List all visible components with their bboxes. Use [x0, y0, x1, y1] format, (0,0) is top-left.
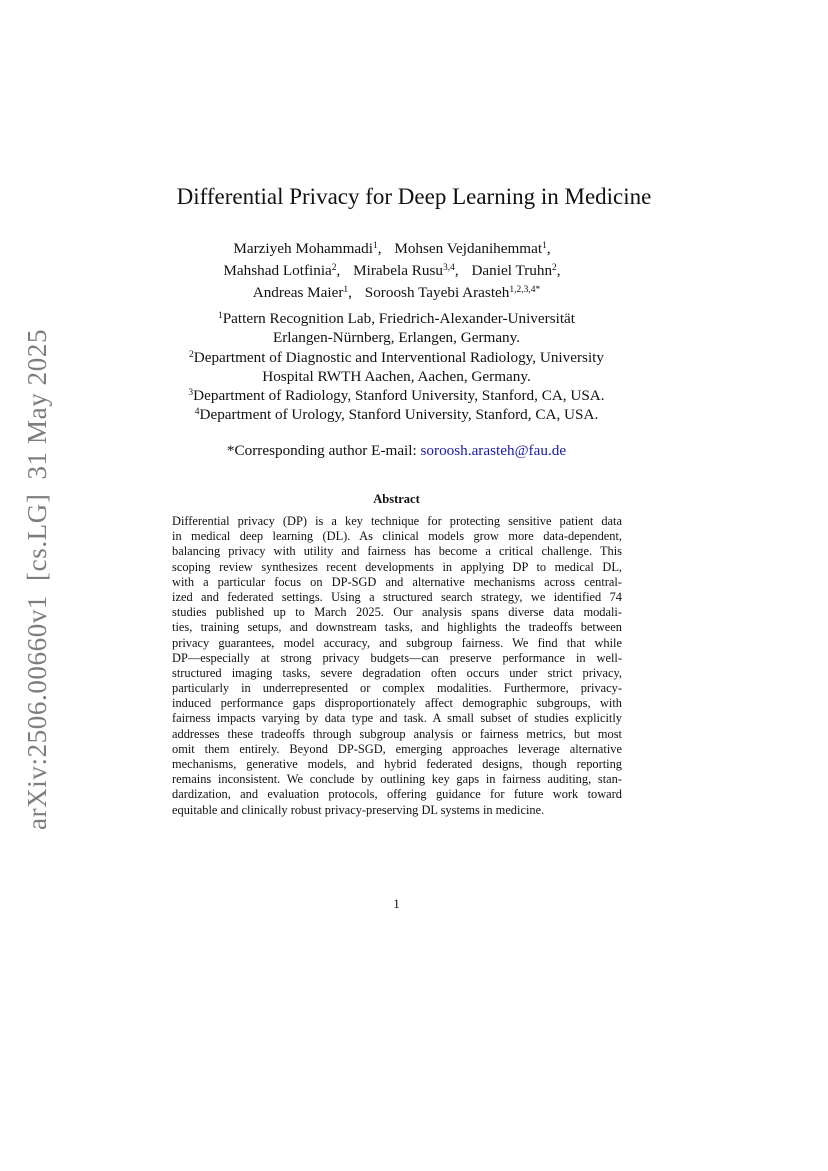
author-mohsen-vejdanihemmat: Mohsen Vejdanihemmat$^1$,: [394, 240, 551, 257]
affiliation-2: $^2$Department of Diagnostic and Interventional Radiology, University: [189, 348, 604, 366]
author-daniel-truhn: Daniel Truhn$^2$,: [471, 262, 561, 279]
arxiv-category: [cs.LG]: [22, 493, 52, 581]
abstract-line: studies published up to March 2025. Our analysis spans diverse data modali-: [172, 605, 622, 620]
author-andreas-maier: Andreas Maier$^1$,: [252, 284, 352, 301]
abstract-line: fairness impacts varying by data type and task. A small subset of studies explicitly: [172, 711, 622, 726]
abstract-line: scoping review synthesizes recent developments in applying DP to medical DL,: [172, 559, 622, 574]
affiliation-2-continued: Hospital RWTH Aachen, Aachen, Germany.: [262, 367, 531, 385]
corresponding-label: *Corresponding author E-mail:: [226, 442, 417, 459]
affiliation-1-continued: Erlangen-Nürnberg, Erlangen, Germany.: [272, 329, 521, 347]
page-number: 1: [393, 896, 400, 911]
author-mirabela-rusu: Mirabela Rusu$^{3,4}$,: [353, 262, 459, 279]
abstract-line: remains inconsistent. We conclude by outlining key gaps in fairness auditing, stan-: [172, 772, 622, 787]
abstract-body: [172, 514, 622, 818]
abstract-line: ized and federated settings. Using a structured search strategy, we identified 74: [172, 589, 622, 604]
affiliation-list: [0, 309, 793, 425]
abstract-line: structured imaging tasks, severe degradation often occurs under strict privacy,: [172, 665, 622, 680]
author-soroosh-tayebi-arasteh: Soroosh Tayebi Arasteh$^{1,2,3,4*}$: [364, 284, 541, 301]
author-marziyeh-mohammadi: Marziyeh Mohammadi$^1$,: [233, 240, 382, 257]
affiliation-4: $^4$Department of Urology, Stanford University, Stanford, CA, USA.: [194, 406, 599, 424]
author-line: [0, 282, 793, 304]
abstract-line: in medical deep learning (DL). As clinical models grow more data-dependent,: [172, 529, 622, 544]
arxiv-id: arXiv:2506.00660v1: [22, 594, 52, 830]
abstract-line: ties, training setups, and downstream tasks, and highlights the tradeoffs between: [172, 620, 622, 635]
abstract-line: equitable and clinically robust privacy-preserving DL systems in medicine.: [172, 802, 545, 817]
abstract-line: balancing privacy with utility and fairness has become a critical challenge. This: [172, 544, 622, 559]
author-line: [0, 260, 793, 282]
corresponding-email-link[interactable]: soroosh.arasteh@fau.de: [420, 442, 567, 459]
abstract-line: particularly in underrepresented or complex modalities. Furthermore, privacy-: [172, 681, 622, 696]
author-list: [0, 238, 793, 304]
abstract-line: mechanisms, generative models, and hybrid federated designs, though reporting: [172, 757, 622, 771]
author-line: [0, 238, 793, 260]
abstract-line: induced performance gaps disproportionately affect demographic subgroups, with: [172, 696, 622, 711]
corresponding-author: [0, 442, 793, 460]
abstract-line: addresses these tradeoffs through subgroup analysis or fairness metrics, but most: [172, 726, 622, 741]
abstract-line: privacy guarantees, model accuracy, and subgroup fairness. We find that while: [172, 635, 622, 650]
abstract-heading: Abstract: [373, 492, 420, 506]
arxiv-date: 31 May 2025: [22, 328, 52, 480]
abstract-line: DP—especially at strong privacy budgets—can preserve performance in well-: [172, 650, 622, 665]
abstract-line: omit them entirely. Beyond DP-SGD, emerging approaches leverage alternative: [172, 741, 622, 756]
abstract-line: dardization, and evaluation protocols, offering guidance for future work toward: [172, 787, 622, 802]
abstract-line: Differential privacy (DP) is a key technique for protecting sensitive patient data: [172, 514, 622, 528]
affiliation-1: $^1$Pattern Recognition Lab, Friedrich-Alexander-Universität: [217, 310, 576, 327]
affiliation-3: $^3$Department of Radiology, Stanford University, Stanford, CA, USA.: [188, 387, 605, 405]
paper-title: Differential Privacy for Deep Learning in Medicine: [176, 184, 652, 209]
author-mahshad-lotfinia: Mahshad Lotfinia$^2$,: [223, 262, 341, 279]
abstract-line: with a particular focus on DP-SGD and alternative mechanisms across central-: [172, 574, 622, 589]
